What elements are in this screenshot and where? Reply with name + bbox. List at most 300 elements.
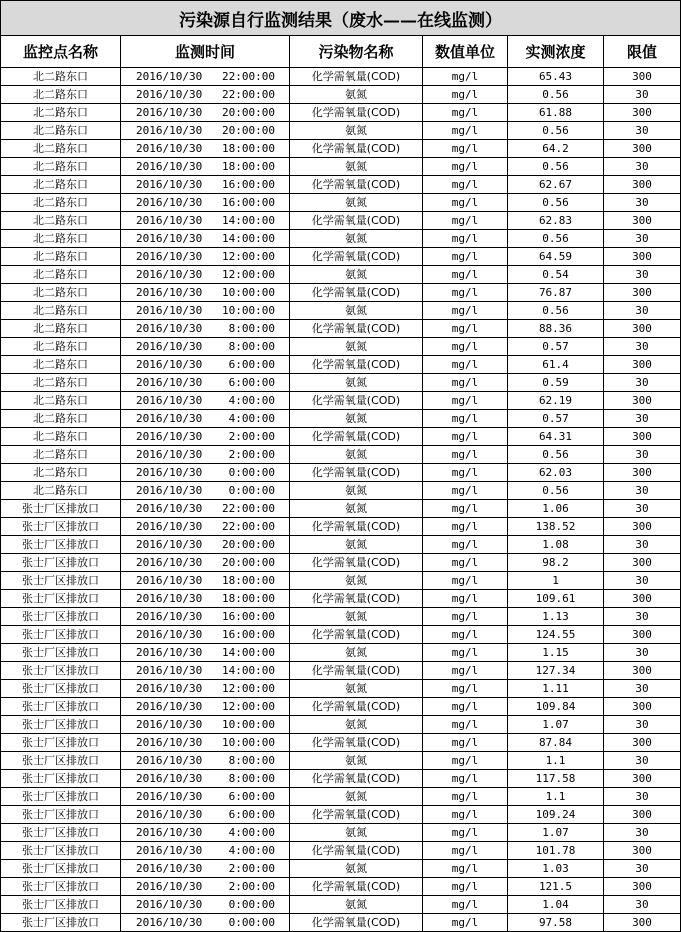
site-cell: 北二路东口 [1, 212, 121, 230]
limit-cell: 300 [604, 68, 681, 86]
clock-text: 16:00:00 [222, 178, 275, 191]
time-cell [121, 284, 290, 302]
site-cell: 北二路东口 [1, 410, 121, 428]
time-cell [121, 608, 290, 626]
value-cell: 0.54 [508, 266, 604, 284]
limit-cell: 300 [604, 662, 681, 680]
table-row [1, 572, 681, 590]
table-row [1, 806, 681, 824]
pollutant-cell: 化学需氧量(COD) [290, 770, 423, 788]
value-cell: 109.61 [508, 590, 604, 608]
table-row [1, 680, 681, 698]
clock-text: 12:00:00 [222, 700, 275, 713]
clock-text: 4:00:00 [228, 844, 275, 857]
value-cell: 0.57 [508, 338, 604, 356]
value-cell: 1.06 [508, 500, 604, 518]
date-text: 2016/10/30 [136, 70, 203, 83]
site-cell: 北二路东口 [1, 194, 121, 212]
column-header-unit: 数值单位 [423, 36, 508, 68]
limit-cell: 30 [604, 410, 681, 428]
table-row [1, 860, 681, 878]
pollutant-cell: 氨氮 [290, 860, 423, 878]
pollutant-cell: 化学需氧量(COD) [290, 806, 423, 824]
site-cell: 北二路东口 [1, 302, 121, 320]
value-cell: 1.03 [508, 860, 604, 878]
pollutant-cell: 氨氮 [290, 86, 423, 104]
clock-text: 14:00:00 [222, 664, 275, 677]
pollutant-cell: 氨氮 [290, 482, 423, 500]
column-header-value: 实测浓度 [508, 36, 604, 68]
date-text: 2016/10/30 [136, 556, 203, 569]
pollutant-cell: 氨氮 [290, 446, 423, 464]
table-row [1, 302, 681, 320]
table-row [1, 374, 681, 392]
clock-text: 2:00:00 [228, 880, 275, 893]
column-header-limit: 限值 [604, 36, 681, 68]
date-text: 2016/10/30 [136, 808, 203, 821]
limit-cell: 30 [604, 896, 681, 914]
value-cell: 0.56 [508, 482, 604, 500]
unit-cell: mg/l [423, 698, 508, 716]
table-row [1, 878, 681, 896]
table-row [1, 734, 681, 752]
site-cell: 张士厂区排放口 [1, 734, 121, 752]
site-cell: 北二路东口 [1, 446, 121, 464]
site-cell: 北二路东口 [1, 320, 121, 338]
unit-cell: mg/l [423, 518, 508, 536]
value-cell: 1 [508, 572, 604, 590]
site-cell: 张士厂区排放口 [1, 518, 121, 536]
value-cell: 62.03 [508, 464, 604, 482]
date-text: 2016/10/30 [136, 124, 203, 137]
unit-cell: mg/l [423, 752, 508, 770]
unit-cell: mg/l [423, 824, 508, 842]
table-row [1, 284, 681, 302]
limit-cell: 300 [604, 770, 681, 788]
site-cell: 张士厂区排放口 [1, 698, 121, 716]
limit-cell: 30 [604, 572, 681, 590]
table-row [1, 212, 681, 230]
pollutant-cell: 氨氮 [290, 410, 423, 428]
value-cell: 0.59 [508, 374, 604, 392]
limit-cell: 300 [604, 464, 681, 482]
table-row [1, 608, 681, 626]
value-cell: 98.2 [508, 554, 604, 572]
site-cell: 北二路东口 [1, 374, 121, 392]
pollutant-cell: 化学需氧量(COD) [290, 248, 423, 266]
date-text: 2016/10/30 [136, 664, 203, 677]
site-cell: 张士厂区排放口 [1, 788, 121, 806]
date-text: 2016/10/30 [136, 772, 203, 785]
time-cell [121, 410, 290, 428]
value-cell: 1.11 [508, 680, 604, 698]
site-cell: 张士厂区排放口 [1, 536, 121, 554]
date-text: 2016/10/30 [136, 754, 203, 767]
limit-cell: 30 [604, 158, 681, 176]
clock-text: 4:00:00 [228, 412, 275, 425]
clock-text: 16:00:00 [222, 610, 275, 623]
time-cell [121, 752, 290, 770]
unit-cell: mg/l [423, 716, 508, 734]
pollutant-cell: 化学需氧量(COD) [290, 698, 423, 716]
time-cell [121, 734, 290, 752]
date-text: 2016/10/30 [136, 862, 203, 875]
limit-cell: 300 [604, 590, 681, 608]
limit-cell: 300 [604, 428, 681, 446]
value-cell: 1.1 [508, 752, 604, 770]
site-cell: 张士厂区排放口 [1, 500, 121, 518]
value-cell: 101.78 [508, 842, 604, 860]
value-cell: 76.87 [508, 284, 604, 302]
value-cell: 138.52 [508, 518, 604, 536]
pollutant-cell: 化学需氧量(COD) [290, 104, 423, 122]
time-cell [121, 356, 290, 374]
site-cell: 张士厂区排放口 [1, 824, 121, 842]
site-cell: 北二路东口 [1, 122, 121, 140]
unit-cell: mg/l [423, 806, 508, 824]
clock-text: 20:00:00 [222, 124, 275, 137]
pollutant-cell: 氨氮 [290, 158, 423, 176]
time-cell [121, 518, 290, 536]
limit-cell: 30 [604, 824, 681, 842]
value-cell: 0.56 [508, 122, 604, 140]
site-cell: 张士厂区排放口 [1, 572, 121, 590]
time-cell [121, 896, 290, 914]
value-cell: 0.56 [508, 86, 604, 104]
table-row [1, 788, 681, 806]
date-text: 2016/10/30 [136, 196, 203, 209]
time-cell [121, 806, 290, 824]
clock-text: 18:00:00 [222, 574, 275, 587]
time-cell [121, 266, 290, 284]
limit-cell: 30 [604, 500, 681, 518]
value-cell: 117.58 [508, 770, 604, 788]
pollutant-cell: 氨氮 [290, 572, 423, 590]
limit-cell: 300 [604, 734, 681, 752]
unit-cell: mg/l [423, 428, 508, 446]
site-cell: 张士厂区排放口 [1, 914, 121, 932]
pollutant-cell: 氨氮 [290, 122, 423, 140]
limit-cell: 300 [604, 698, 681, 716]
value-cell: 62.83 [508, 212, 604, 230]
unit-cell: mg/l [423, 896, 508, 914]
site-cell: 张士厂区排放口 [1, 896, 121, 914]
table-row [1, 104, 681, 122]
clock-text: 14:00:00 [222, 232, 275, 245]
pollutant-cell: 化学需氧量(COD) [290, 662, 423, 680]
clock-text: 6:00:00 [228, 376, 275, 389]
site-cell: 北二路东口 [1, 104, 121, 122]
table-row [1, 500, 681, 518]
value-cell: 88.36 [508, 320, 604, 338]
pollutant-cell: 化学需氧量(COD) [290, 734, 423, 752]
site-cell: 北二路东口 [1, 86, 121, 104]
time-cell [121, 464, 290, 482]
value-cell: 62.67 [508, 176, 604, 194]
time-cell [121, 104, 290, 122]
value-cell: 0.56 [508, 194, 604, 212]
clock-text: 18:00:00 [222, 592, 275, 605]
unit-cell: mg/l [423, 230, 508, 248]
date-text: 2016/10/30 [136, 646, 203, 659]
date-text: 2016/10/30 [136, 718, 203, 731]
site-cell: 北二路东口 [1, 482, 121, 500]
site-cell: 张士厂区排放口 [1, 608, 121, 626]
time-cell [121, 428, 290, 446]
value-cell: 121.5 [508, 878, 604, 896]
date-text: 2016/10/30 [136, 340, 203, 353]
date-text: 2016/10/30 [136, 430, 203, 443]
clock-text: 16:00:00 [222, 196, 275, 209]
value-cell: 97.58 [508, 914, 604, 932]
date-text: 2016/10/30 [136, 574, 203, 587]
pollutant-cell: 氨氮 [290, 374, 423, 392]
table-body [1, 68, 681, 932]
pollutant-cell: 化学需氧量(COD) [290, 626, 423, 644]
pollutant-cell: 化学需氧量(COD) [290, 842, 423, 860]
limit-cell: 30 [604, 716, 681, 734]
table-row [1, 482, 681, 500]
table-row [1, 158, 681, 176]
pollutant-cell: 氨氮 [290, 752, 423, 770]
clock-text: 6:00:00 [228, 358, 275, 371]
time-cell [121, 392, 290, 410]
table-row [1, 428, 681, 446]
date-text: 2016/10/30 [136, 916, 203, 929]
date-text: 2016/10/30 [136, 628, 203, 641]
limit-cell: 30 [604, 752, 681, 770]
time-cell [121, 482, 290, 500]
value-cell: 64.59 [508, 248, 604, 266]
time-cell [121, 860, 290, 878]
pollutant-cell: 氨氮 [290, 500, 423, 518]
pollutant-cell: 氨氮 [290, 302, 423, 320]
unit-cell: mg/l [423, 914, 508, 932]
clock-text: 4:00:00 [228, 826, 275, 839]
table-row [1, 122, 681, 140]
value-cell: 61.4 [508, 356, 604, 374]
clock-text: 22:00:00 [222, 88, 275, 101]
date-text: 2016/10/30 [136, 286, 203, 299]
time-cell [121, 122, 290, 140]
value-cell: 1.07 [508, 824, 604, 842]
limit-cell: 300 [604, 284, 681, 302]
limit-cell: 30 [604, 374, 681, 392]
table-row [1, 536, 681, 554]
clock-text: 8:00:00 [228, 322, 275, 335]
time-cell [121, 698, 290, 716]
value-cell: 1.07 [508, 716, 604, 734]
date-text: 2016/10/30 [136, 322, 203, 335]
pollutant-cell: 氨氮 [290, 536, 423, 554]
value-cell: 64.2 [508, 140, 604, 158]
unit-cell: mg/l [423, 734, 508, 752]
limit-cell: 300 [604, 554, 681, 572]
site-cell: 北二路东口 [1, 464, 121, 482]
pollutant-cell: 化学需氧量(COD) [290, 914, 423, 932]
table-row [1, 230, 681, 248]
table-row [1, 716, 681, 734]
table-row [1, 842, 681, 860]
pollutant-cell: 化学需氧量(COD) [290, 392, 423, 410]
time-cell [121, 338, 290, 356]
unit-cell: mg/l [423, 788, 508, 806]
date-text: 2016/10/30 [136, 232, 203, 245]
table-row [1, 338, 681, 356]
site-cell: 张士厂区排放口 [1, 842, 121, 860]
table-row [1, 320, 681, 338]
table-row [1, 464, 681, 482]
value-cell: 1.08 [508, 536, 604, 554]
unit-cell: mg/l [423, 446, 508, 464]
unit-cell: mg/l [423, 680, 508, 698]
clock-text: 14:00:00 [222, 214, 275, 227]
date-text: 2016/10/30 [136, 826, 203, 839]
clock-text: 20:00:00 [222, 556, 275, 569]
site-cell: 张士厂区排放口 [1, 644, 121, 662]
site-cell: 北二路东口 [1, 392, 121, 410]
column-header-time: 监测时间 [121, 36, 290, 68]
unit-cell: mg/l [423, 626, 508, 644]
date-text: 2016/10/30 [136, 214, 203, 227]
limit-cell: 300 [604, 518, 681, 536]
site-cell: 张士厂区排放口 [1, 878, 121, 896]
date-text: 2016/10/30 [136, 268, 203, 281]
date-text: 2016/10/30 [136, 700, 203, 713]
date-text: 2016/10/30 [136, 106, 203, 119]
clock-text: 22:00:00 [222, 520, 275, 533]
site-cell: 北二路东口 [1, 176, 121, 194]
site-cell: 张士厂区排放口 [1, 554, 121, 572]
clock-text: 10:00:00 [222, 304, 275, 317]
clock-text: 10:00:00 [222, 736, 275, 749]
pollutant-cell: 化学需氧量(COD) [290, 356, 423, 374]
limit-cell: 300 [604, 320, 681, 338]
clock-text: 6:00:00 [228, 808, 275, 821]
pollutant-cell: 化学需氧量(COD) [290, 212, 423, 230]
value-cell: 109.84 [508, 698, 604, 716]
table-row [1, 140, 681, 158]
clock-text: 20:00:00 [222, 106, 275, 119]
limit-cell: 30 [604, 86, 681, 104]
clock-text: 0:00:00 [228, 484, 275, 497]
clock-text: 12:00:00 [222, 682, 275, 695]
date-text: 2016/10/30 [136, 358, 203, 371]
time-cell [121, 320, 290, 338]
pollutant-cell: 化学需氧量(COD) [290, 464, 423, 482]
unit-cell: mg/l [423, 194, 508, 212]
table-row [1, 590, 681, 608]
unit-cell: mg/l [423, 608, 508, 626]
site-cell: 北二路东口 [1, 230, 121, 248]
value-cell: 65.43 [508, 68, 604, 86]
pollutant-cell: 氨氮 [290, 788, 423, 806]
table-row [1, 644, 681, 662]
site-cell: 张士厂区排放口 [1, 590, 121, 608]
time-cell [121, 86, 290, 104]
table-row [1, 518, 681, 536]
time-cell [121, 194, 290, 212]
unit-cell: mg/l [423, 140, 508, 158]
limit-cell: 30 [604, 194, 681, 212]
limit-cell: 30 [604, 230, 681, 248]
sheet-title: 污染源自行监测结果（废水——在线监测） [1, 1, 681, 36]
time-cell [121, 662, 290, 680]
limit-cell: 30 [604, 266, 681, 284]
time-cell [121, 878, 290, 896]
table-row [1, 662, 681, 680]
clock-text: 0:00:00 [228, 466, 275, 479]
time-cell [121, 914, 290, 932]
table-row [1, 194, 681, 212]
unit-cell: mg/l [423, 770, 508, 788]
site-cell: 北二路东口 [1, 248, 121, 266]
limit-cell: 30 [604, 122, 681, 140]
pollutant-cell: 氨氮 [290, 716, 423, 734]
date-text: 2016/10/30 [136, 538, 203, 551]
limit-cell: 30 [604, 644, 681, 662]
column-header-site: 监控点名称 [1, 36, 121, 68]
pollutant-cell: 化学需氧量(COD) [290, 284, 423, 302]
unit-cell: mg/l [423, 410, 508, 428]
time-cell [121, 212, 290, 230]
clock-text: 6:00:00 [228, 790, 275, 803]
pollutant-cell: 氨氮 [290, 896, 423, 914]
unit-cell: mg/l [423, 536, 508, 554]
site-cell: 张士厂区排放口 [1, 716, 121, 734]
unit-cell: mg/l [423, 176, 508, 194]
value-cell: 64.31 [508, 428, 604, 446]
time-cell [121, 554, 290, 572]
pollutant-cell: 化学需氧量(COD) [290, 878, 423, 896]
clock-text: 20:00:00 [222, 538, 275, 551]
time-cell [121, 680, 290, 698]
unit-cell: mg/l [423, 158, 508, 176]
date-text: 2016/10/30 [136, 160, 203, 173]
date-text: 2016/10/30 [136, 502, 203, 515]
limit-cell: 300 [604, 392, 681, 410]
table-row [1, 86, 681, 104]
clock-text: 18:00:00 [222, 160, 275, 173]
pollutant-cell: 化学需氧量(COD) [290, 320, 423, 338]
table-row [1, 698, 681, 716]
date-text: 2016/10/30 [136, 790, 203, 803]
table-row [1, 410, 681, 428]
unit-cell: mg/l [423, 266, 508, 284]
value-cell: 62.19 [508, 392, 604, 410]
time-cell [121, 176, 290, 194]
date-text: 2016/10/30 [136, 844, 203, 857]
value-cell: 124.55 [508, 626, 604, 644]
site-cell: 北二路东口 [1, 284, 121, 302]
limit-cell: 30 [604, 788, 681, 806]
site-cell: 北二路东口 [1, 68, 121, 86]
table-row [1, 248, 681, 266]
pollutant-cell: 化学需氧量(COD) [290, 554, 423, 572]
clock-text: 12:00:00 [222, 250, 275, 263]
site-cell: 北二路东口 [1, 428, 121, 446]
table-row [1, 68, 681, 86]
clock-text: 0:00:00 [228, 916, 275, 929]
time-cell [121, 590, 290, 608]
time-cell [121, 140, 290, 158]
clock-text: 8:00:00 [228, 754, 275, 767]
table-row [1, 626, 681, 644]
site-cell: 张士厂区排放口 [1, 752, 121, 770]
table-row [1, 824, 681, 842]
clock-text: 2:00:00 [228, 430, 275, 443]
clock-text: 18:00:00 [222, 142, 275, 155]
